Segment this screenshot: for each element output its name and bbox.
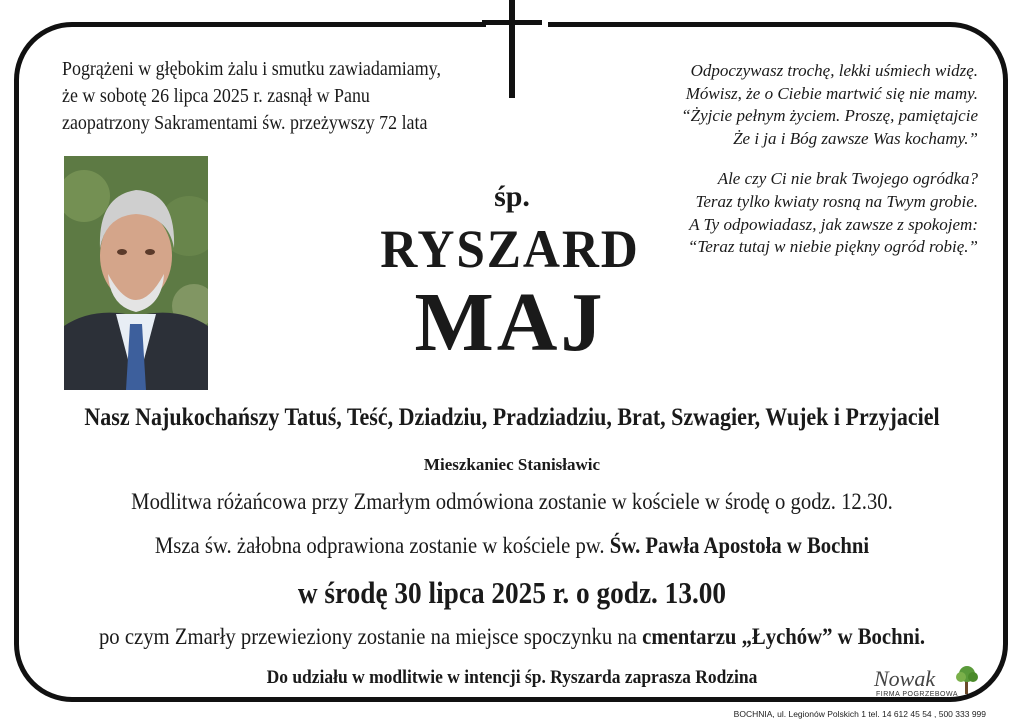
intro-line: Pogrążeni w głębokim żalu i smutku zawiadamiamy, (62, 59, 441, 80)
last-name: MAJ (414, 276, 606, 369)
relatives-line: Nasz Najukochańszy Tatuś, Teść, Dziadziu, Pradziadziu, Brat, Szwagier, Wujek i Przyjaciel (84, 404, 940, 431)
burial-line (51, 624, 973, 650)
intro-text (62, 56, 458, 137)
poem-line: “Teraz tutaj w niebie piękny ogród robię.” (687, 237, 978, 257)
poem-line: Teraz tylko kwiaty rosną na Twym grobie. (695, 191, 978, 211)
funeral-date: w środę 30 lipca 2025 r. o godz. 13.00 (297, 575, 727, 610)
cross-icon-bar (482, 20, 542, 25)
mass-prefix: Msza św. żałobna odprawiona zostanie w kościele pw. (154, 533, 610, 558)
intro-line: że w sobotę 26 lipca 2025 r. zasnął w Panu (62, 86, 370, 107)
intro-line: zaopatrzony Sakramentami św. przeżywszy 72 lata (62, 113, 428, 134)
funeral-home-logo (870, 664, 980, 704)
burial-prefix: po czym Zmarły przewieziony zostanie na miejsce spoczynku na (98, 624, 643, 649)
name-prefix-text: śp. (494, 180, 530, 213)
name-prefix (0, 180, 1024, 214)
poem-line: “Żyjcie pełnym życiem. Proszę, pamiętajcie (681, 106, 978, 126)
poem-line: Że i ja i Bóg zawsze Was kochamy.” (733, 128, 978, 148)
church-name: Św. Pawła Apostoła w Bochni (609, 533, 870, 558)
poem-line: Odpoczywasz trochę, lekki uśmiech widzę. (690, 61, 978, 80)
logo-subtitle: FIRMA POGRZEBOWA (876, 691, 959, 698)
poem-stanza (558, 60, 978, 150)
poem-line: Ale czy Ci nie brak Twojego ogródka? (717, 169, 978, 189)
first-name: RYSZARD (380, 219, 640, 279)
rosary-line: Modlitwa różańcowa przy Zmarłym odmówiona zostanie w kościele w środę o godz. 12.30. (131, 489, 893, 514)
poem-line: Mówisz, że o Ciebie martwić się nie mamy. (685, 83, 978, 103)
mass-line (51, 533, 973, 559)
tree-icon (954, 664, 980, 694)
poem-line: A Ty odpowiadasz, jak zawsze z spokojem: (689, 214, 978, 234)
logo-script: Nowak (874, 666, 936, 691)
resident-line: Mieszkaniec Stanisławic (423, 455, 601, 474)
invitation-line: Do udziału w modlitwie w intencji śp. Ryszarda zaprasza Rodzina (266, 667, 758, 688)
cross-icon (509, 0, 515, 98)
burial-place: cmentarzu „Łychów” w Bochni. (642, 624, 926, 649)
footer-contact: BOCHNIA, ul. Legionów Polskich 1 tel. 14 612 45 54 , 500 333 999 (733, 709, 986, 719)
